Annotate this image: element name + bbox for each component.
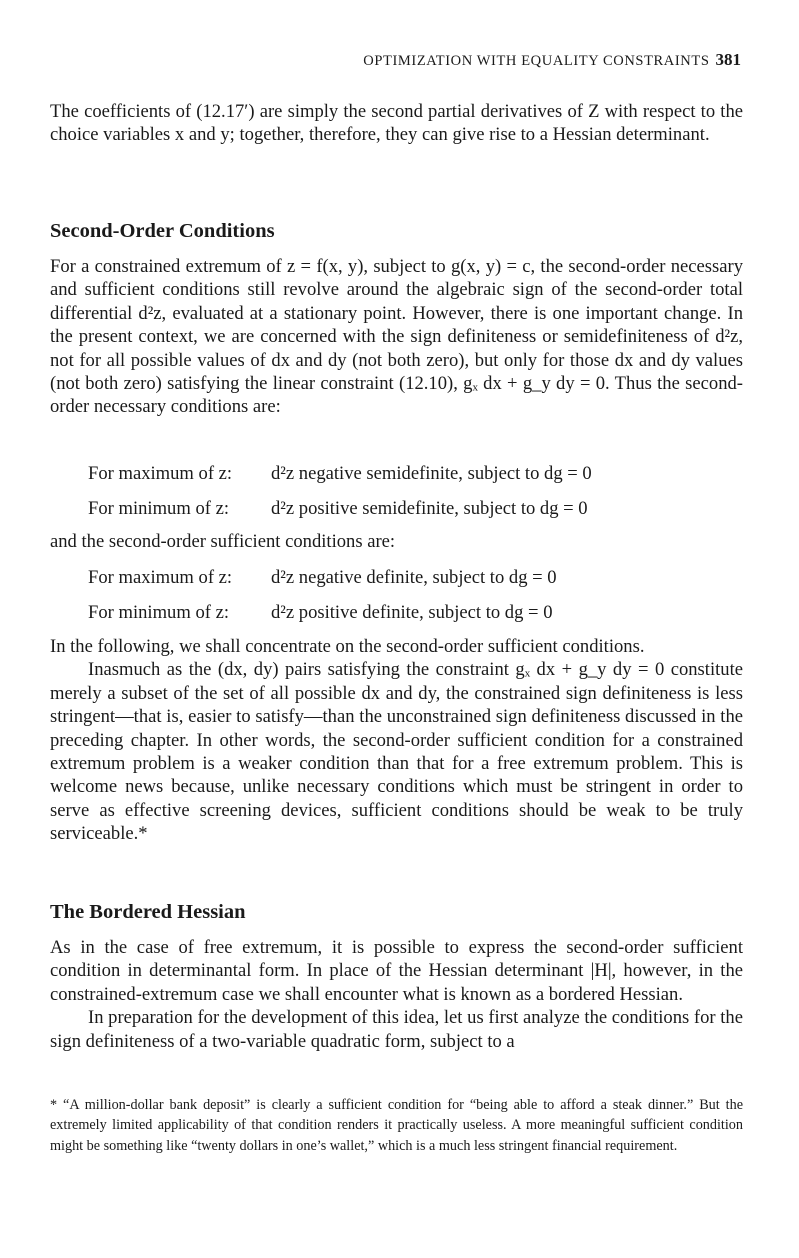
necessary-max-label: For maximum of z: xyxy=(88,463,233,484)
section2-block xyxy=(50,936,743,1053)
sufficient-min-row xyxy=(88,601,553,624)
sufficient-min-label: For minimum of z: xyxy=(88,602,229,623)
necessary-min-label: For minimum of z: xyxy=(88,498,229,519)
section2-para2: In preparation for the development of this idea, let us first analyze the conditions for the sign definiteness of a two-variable quadratic form, subject to a xyxy=(50,1007,743,1052)
running-head xyxy=(363,50,741,70)
running-title: OPTIMIZATION WITH EQUALITY CONSTRAINTS xyxy=(363,53,710,69)
footnote-block xyxy=(50,1095,743,1156)
sufficient-max-condition: d²z negative definite, subject to dg = 0 xyxy=(271,567,557,588)
section1-para2-block xyxy=(50,635,743,846)
page-number: 381 xyxy=(715,50,741,69)
section1-para2: In the following, we shall concentrate on the second-order sufficient conditions. xyxy=(50,636,645,657)
section1-para3: Inasmuch as the (dx, dy) pairs satisfying the constraint gₓ dx + g_y dy = 0 constitute merely a subset of the set of all possible dx and dy, the constrained sign definiteness is less stringent—that is, easier to satisfy—than the unconstrained sign definiteness discussed in the preceding chapter. In other words, the second-order sufficient condition for a constrained extremum problem is a weaker condition than that for a free extremum problem. This is welcome news because, unlike necessary conditions which must be stringent in order to serve as effective screening devices, sufficient conditions should be weak to be truly serviceable.* xyxy=(50,659,743,845)
section1-para1-block xyxy=(50,255,743,419)
section-heading-bordered-hessian: The Bordered Hessian xyxy=(50,901,246,923)
intro-paragraph-block xyxy=(50,100,743,147)
intro-paragraph: The coefficients of (12.17′) are simply the second partial derivatives of Z with respect to the choice variables x and y; together, therefore, they can give rise to a Hessian determinant. xyxy=(50,101,743,146)
sufficient-max-row xyxy=(88,566,557,589)
section-heading-second-order: Second-Order Conditions xyxy=(50,220,275,242)
footnote: * “A million-dollar bank deposit” is clearly a sufficient condition for “being able to afford a steak dinner.” But the extremely limited applicability of that condition renders it practically useless. A more meaningful sufficient condition might be something like “twenty dollars in one’s wallet,” which is a much less stringent financial requirement. xyxy=(50,1097,743,1154)
sufficient-intro: and the second-order sufficient conditions are: xyxy=(50,531,396,552)
sufficient-min-condition: d²z positive definite, subject to dg = 0 xyxy=(271,602,553,623)
sufficient-max-label: For maximum of z: xyxy=(88,567,233,588)
section2-para1: As in the case of free extremum, it is possible to express the second-order sufficient condition in determinantal form. In place of the Hessian determinant |H|, however, in the constrained-extremum case we shall encounter what is known as a bordered Hessian. xyxy=(50,937,743,1005)
necessary-max-row xyxy=(88,462,592,485)
necessary-max-condition: d²z negative semidefinite, subject to dg = 0 xyxy=(271,463,592,484)
necessary-min-row xyxy=(88,497,588,520)
section1-para1: For a constrained extremum of z = f(x, y), subject to g(x, y) = c, the second-order necessary and sufficient conditions still revolve around the algebraic sign of the second-order total differential d²z, evaluated at a stationary point. However, there is one important change. In the present context, we are concerned with the sign definiteness or semidefiniteness of d²z, not for all possible values of dx and dy (not both zero), but only for those dx and dy values (not both zero) satisfying the linear constraint (12.10), gₓ dx + g_y dy = 0. Thus the second-order necessary conditions are: xyxy=(50,256,743,418)
necessary-min-condition: d²z positive semidefinite, subject to dg = 0 xyxy=(271,498,588,519)
